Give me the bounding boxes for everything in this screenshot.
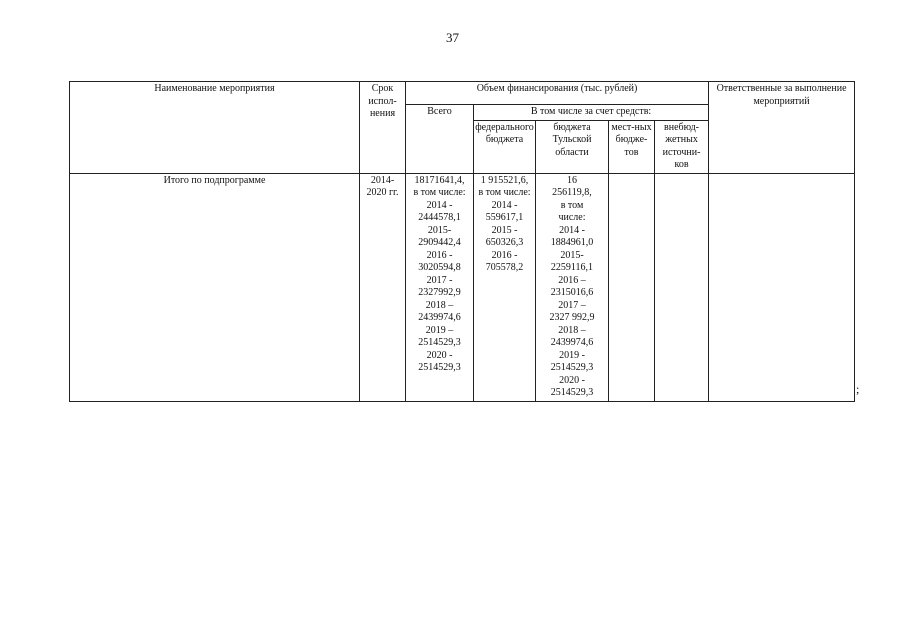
header-including: В том числе за счет средств: (474, 105, 709, 121)
cell-line: в том числе: (478, 187, 531, 198)
cell-line: 2315016,6 (550, 287, 594, 298)
cell-line: 650326,3 (485, 237, 524, 248)
cell-line: 16 (567, 174, 577, 186)
table-row (70, 173, 855, 401)
row-responsible (709, 173, 855, 401)
cell-line: 2014 - (559, 224, 585, 236)
row-total (406, 173, 474, 401)
cell-line: 2014 - (426, 199, 453, 211)
cell-line: 2514529,3 (550, 387, 594, 398)
cell-line: 256119,8, (552, 187, 592, 198)
cell-line: 2327992,9 (418, 287, 461, 298)
row-name: Итого по подпрограмме (70, 173, 360, 401)
header-extra: внебюд-жетных источни-ков (655, 120, 709, 173)
header-name: Наименование мероприятия (70, 82, 360, 174)
cell-line: 2014 - (491, 199, 518, 211)
financing-table (69, 81, 855, 402)
cell-line: 3020594,8 (418, 262, 461, 273)
row-local (609, 173, 655, 401)
cell-line: 2016 - (426, 249, 453, 261)
cell-line: 2015- (427, 224, 452, 236)
cell-line: 2019 - (559, 349, 585, 361)
header-local: мест-ных бюдже-тов (609, 120, 655, 173)
cell-line: 2909442,4 (418, 237, 461, 248)
cell-line: 18171641,4, (414, 174, 465, 186)
cell-line: 2018 – (558, 324, 586, 336)
cell-line: 2020 - (559, 374, 585, 386)
row-extra (655, 173, 709, 401)
trailing-semicolon: ; (856, 382, 860, 396)
cell-line: 705578,2 (485, 262, 524, 273)
header-total: Всего (406, 105, 474, 174)
cell-line: 2327 992,9 (549, 312, 595, 323)
row-federal (474, 173, 536, 401)
cell-line: 2016 – (558, 274, 586, 286)
cell-line: в том (560, 199, 584, 211)
cell-line: 2444578,1 (418, 212, 461, 223)
cell-line: 1 915521,6, (480, 174, 529, 186)
header-federal: федерального бюджета (474, 120, 536, 173)
cell-line: в том числе: (413, 187, 466, 198)
header-term: Срок испол-нения (360, 82, 406, 174)
cell-line: 2514529,3 (550, 362, 594, 373)
cell-line: 2514529,3 (418, 362, 461, 373)
cell-line: числе: (558, 212, 586, 223)
row-term (360, 173, 406, 401)
cell-line: 2020 - (426, 349, 453, 361)
cell-line: 2019 – (425, 324, 454, 336)
cell-line: 2439974,6 (550, 337, 594, 348)
cell-line: 2017 - (426, 274, 453, 286)
page-number: 37 (446, 30, 459, 45)
cell-line: 2018 – (425, 299, 454, 311)
header-regional: бюджета Тульской области (536, 120, 609, 173)
cell-line: 1884961,0 (550, 237, 594, 248)
cell-line: 2016 - (491, 249, 518, 261)
cell-line: 2017 – (558, 299, 586, 311)
cell-line: 2259116,1 (550, 262, 594, 273)
cell-line: 2014- (370, 174, 395, 186)
cell-line: 2439974,6 (418, 312, 461, 323)
header-volume: Объем финансирования (тыс. рублей) (406, 82, 709, 105)
header-responsible: Ответственные за выполнение мероприятий (709, 82, 855, 174)
row-regional (536, 173, 609, 401)
cell-line: 2015 - (491, 224, 518, 236)
cell-line: 559617,1 (485, 212, 524, 223)
cell-line: 2020 гг. (366, 187, 399, 198)
cell-line: 2514529,3 (418, 337, 461, 348)
cell-line: 2015- (560, 249, 584, 261)
